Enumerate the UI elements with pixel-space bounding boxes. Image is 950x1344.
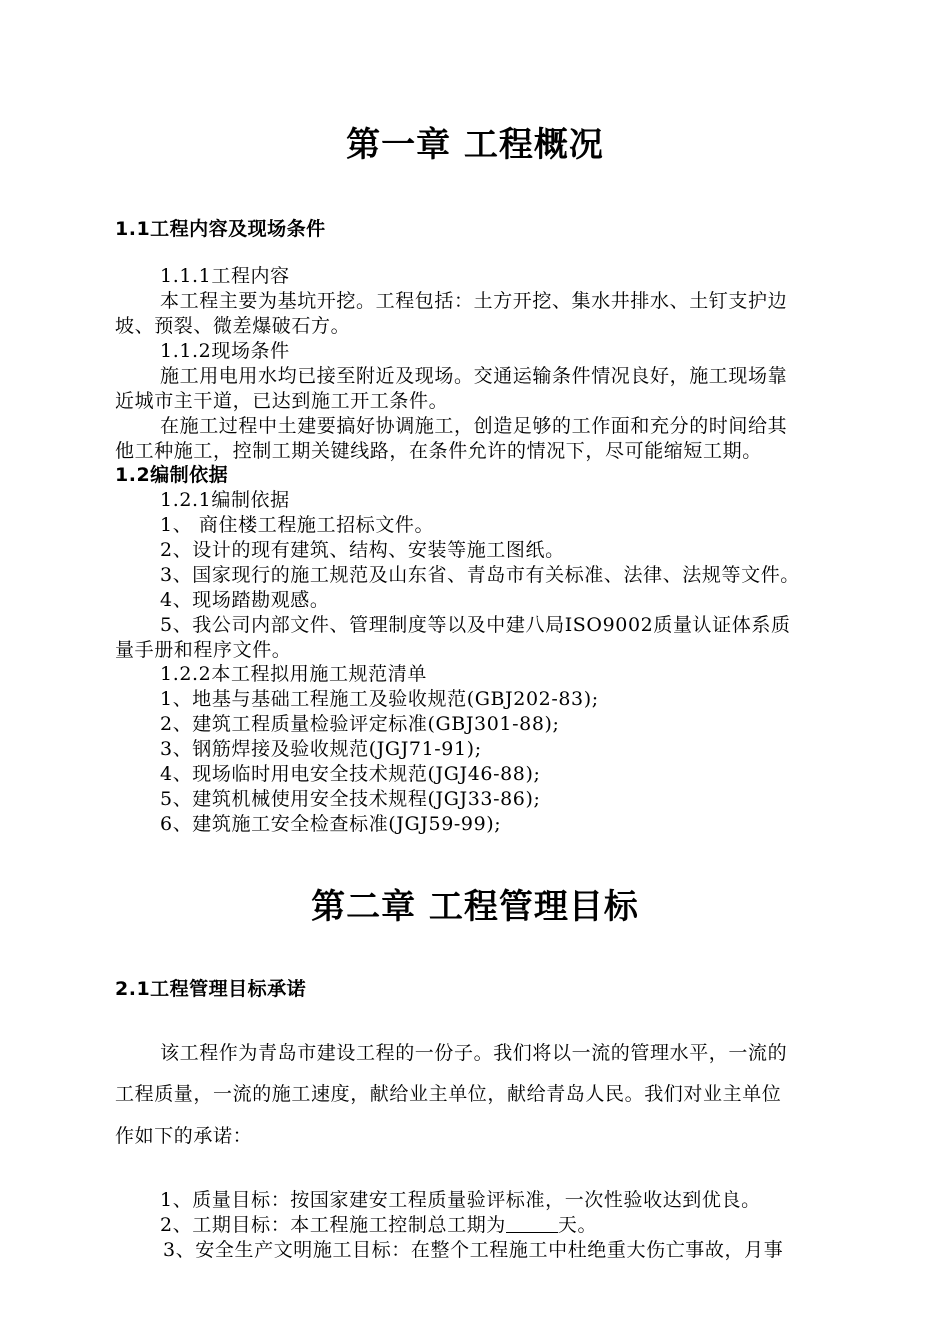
paragraph-line: 坡、预裂、微差爆破石方。: [115, 315, 351, 337]
chapter1-title: 第一章 工程概况: [346, 125, 604, 165]
paragraph-line: 本工程主要为基坑开挖。工程包括：土方开挖、集水井排水、土钉支护边: [160, 290, 788, 312]
goal-schedule-unit: 天。: [557, 1214, 598, 1236]
paragraph-line: 该工程作为青岛市建设工程的一份子。我们将以一流的管理水平，一流的: [160, 1042, 788, 1064]
paragraph-line: 作如下的承诺：: [115, 1125, 253, 1147]
list-item: 3、国家现行的施工规范及山东省、青岛市有关标准、法律、法规等文件。: [160, 564, 800, 586]
subsection-1-2-1: 1.2.1编制依据: [160, 489, 290, 511]
goal-schedule-text: 2、工期目标：本工程施工控制总工期为: [160, 1214, 506, 1236]
section-1-2-heading: 1.2编制依据: [115, 464, 229, 486]
goal-schedule: [160, 1213, 925, 1238]
spec-item: 3、钢筋焊接及验收规范(JGJ71-91);: [160, 738, 482, 760]
paragraph-line: 工程质量，一流的施工速度，献给业主单位，献给青岛人民。我们对业主单位: [115, 1083, 782, 1105]
paragraph-line: 他工种施工，控制工期关键线路，在条件允许的情况下，尽可能缩短工期。: [115, 440, 762, 462]
duration-blank: [506, 1214, 558, 1233]
list-item: 5、我公司内部文件、管理制度等以及中建八局ISO9002质量认证体系质: [160, 614, 791, 636]
spec-item: 1、地基与基础工程施工及验收规范(GBJ202-83);: [160, 688, 599, 710]
list-item: 2、设计的现有建筑、结构、安装等施工图纸。: [160, 539, 565, 561]
paragraph-line: 在施工过程中土建要搞好协调施工，创造足够的工作面和充分的时间给其: [160, 415, 788, 437]
spec-item: 4、现场临时用电安全技术规范(JGJ46-88);: [160, 763, 541, 785]
spec-item: 6、建筑施工安全检查标准(JGJ59-99);: [160, 813, 502, 835]
subsection-1-1-1: 1.1.1工程内容: [160, 265, 290, 287]
goal-quality: 1、质量目标：按国家建安工程质量验评标准，一次性验收达到优良。: [160, 1189, 761, 1211]
subsection-1-2-2: 1.2.2本工程拟用施工规范清单: [160, 663, 427, 685]
spec-item: 5、建筑机械使用安全技术规程(JGJ33-86);: [160, 788, 541, 810]
list-item-continued: 量手册和程序文件。: [115, 639, 292, 661]
goal-safety: 3、安全生产文明施工目标：在整个工程施工中杜绝重大伤亡事故，月事: [163, 1239, 784, 1261]
section-1-1-heading: 1.1工程内容及现场条件: [115, 218, 326, 240]
spec-item: 2、建筑工程质量检验评定标准(GBJ301-88);: [160, 713, 560, 735]
list-item: 4、现场踏勘观感。: [160, 589, 330, 611]
subsection-1-1-2: 1.1.2现场条件: [160, 340, 290, 362]
paragraph-line: 近城市主干道，已达到施工开工条件。: [115, 390, 449, 412]
list-item: 1、 商住楼工程施工招标文件。: [160, 514, 435, 536]
paragraph-line: 施工用电用水均已接至附近及现场。交通运输条件情况良好，施工现场靠: [160, 365, 788, 387]
section-2-1-heading: 2.1工程管理目标承诺: [115, 978, 307, 1000]
chapter2-title: 第二章 工程管理目标: [311, 887, 639, 927]
